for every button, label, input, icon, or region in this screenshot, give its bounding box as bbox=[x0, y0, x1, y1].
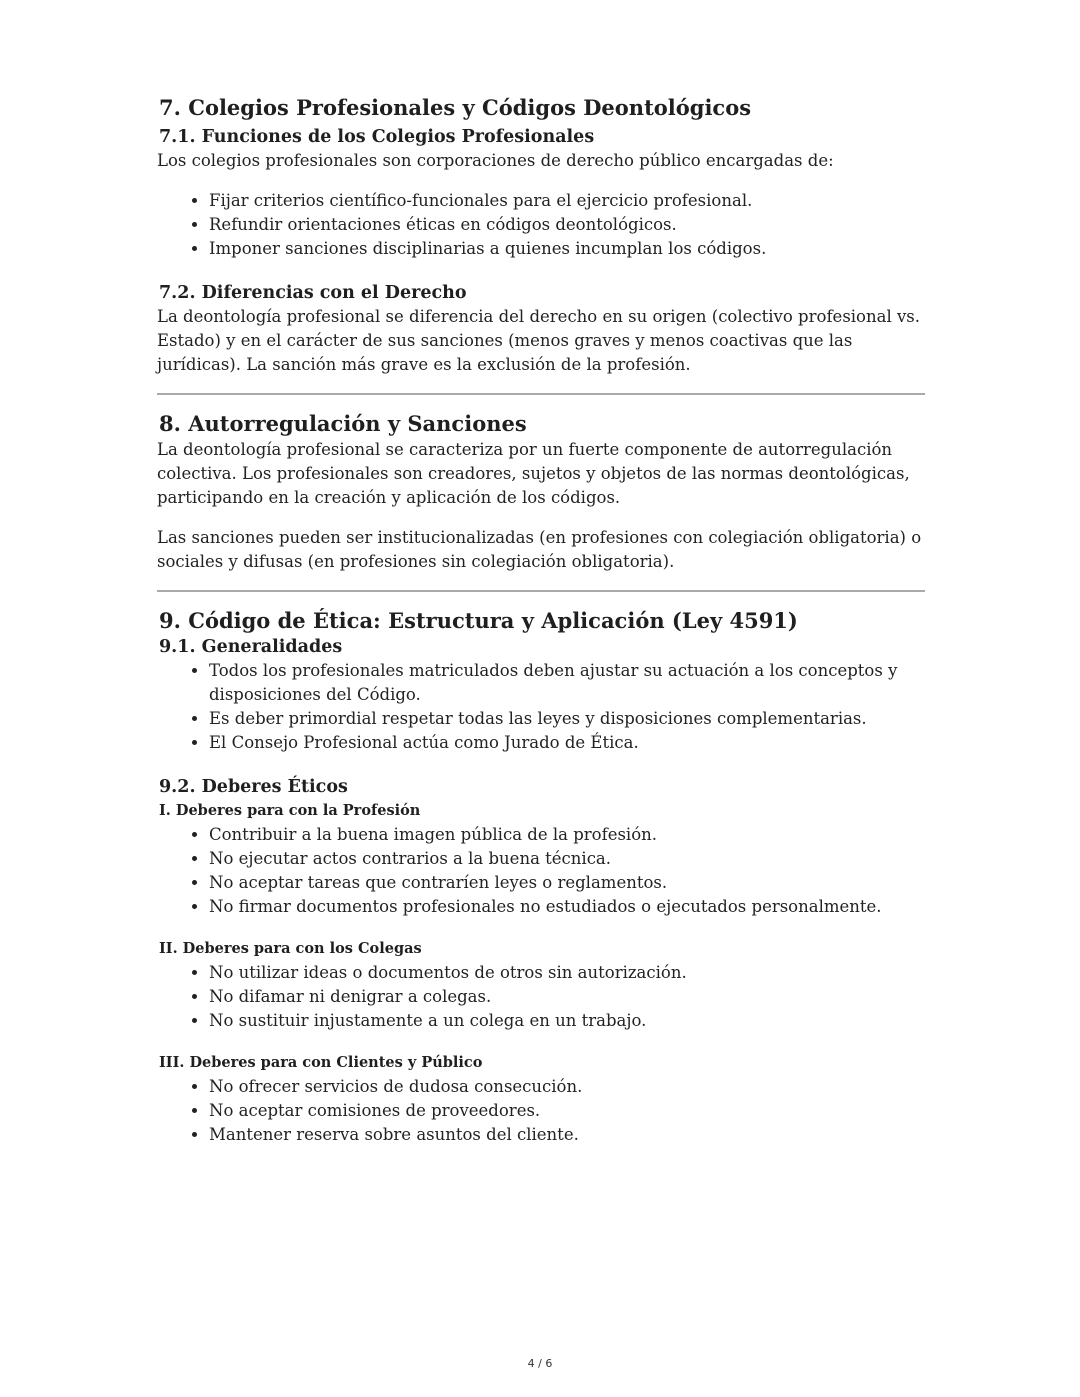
page-number: 4 / 6 bbox=[527, 1357, 553, 1370]
list-item: • No utilizar ideas o documentos de otros sin autorización. bbox=[209, 961, 925, 985]
list-item: • Fijar criterios científico-funcionales para el ejercicio profesional. bbox=[209, 189, 925, 213]
list-item: • Contribuir a la buena imagen pública de la profesión. bbox=[209, 823, 925, 847]
list-item: • No ofrecer servicios de dudosa consecución. bbox=[209, 1075, 925, 1099]
section-8-paragraph-2: Las sanciones pueden ser institucionalizadas (en profesiones con colegiación obligatoria) o sociales y difusas (en profesiones sin colegiación obligatoria). bbox=[157, 528, 922, 571]
list-item: • No firmar documentos profesionales no estudiados o ejecutados personalmente. bbox=[209, 895, 925, 919]
section-divider bbox=[157, 393, 925, 395]
duties-profession-list bbox=[157, 823, 925, 919]
list-item: • No aceptar tareas que contraríen leyes o reglamentos. bbox=[209, 871, 925, 895]
duties-colleagues-list bbox=[157, 961, 925, 1033]
section-9-1-list bbox=[157, 659, 925, 755]
section-8-paragraph-1: La deontología profesional se caracteriza por un fuerte componente de autorregulación colectiva. Los profesionales son creadores, sujetos y objetos de las normas deontológicas, participando en la creación y aplicación de los códigos. bbox=[157, 440, 910, 507]
section-divider bbox=[157, 590, 925, 592]
list-item: • No ejecutar actos contrarios a la buena técnica. bbox=[209, 847, 925, 871]
section-8-heading: 8. Autorregulación y Sanciones bbox=[159, 411, 527, 436]
list-item: • Todos los profesionales matriculados deben ajustar su actuación a los conceptos y disposiciones del Código. bbox=[209, 659, 925, 707]
section-9-2-heading: 9.2. Deberes Éticos bbox=[159, 777, 348, 797]
section-7-1-list bbox=[157, 189, 925, 261]
list-item: • No sustituir injustamente a un colega en un trabajo. bbox=[209, 1009, 925, 1033]
list-item: • No difamar ni denigrar a colegas. bbox=[209, 985, 925, 1009]
list-item: • Refundir orientaciones éticas en códigos deontológicos. bbox=[209, 213, 925, 237]
section-7-heading: 7. Colegios Profesionales y Códigos Deontológicos bbox=[159, 95, 752, 120]
list-item: • Mantener reserva sobre asuntos del cliente. bbox=[209, 1123, 925, 1147]
document-page bbox=[157, 94, 925, 1147]
section-7-1-intro: Los colegios profesionales son corporaciones de derecho público encargadas de: bbox=[157, 151, 834, 170]
section-9-1-heading: 9.1. Generalidades bbox=[159, 637, 343, 657]
section-7-2-text: La deontología profesional se diferencia del derecho en su origen (colectivo profesional vs. Estado) y en el carácter de sus sanciones (menos graves y menos coactivas que las jurídicas). La sanción más grave es la exclusión de la profesión. bbox=[157, 307, 921, 374]
list-item: • Imponer sanciones disciplinarias a quienes incumplan los códigos. bbox=[209, 237, 925, 261]
list-item: • Es deber primordial respetar todas las leyes y disposiciones complementarias. bbox=[209, 707, 925, 731]
duties-profession-heading: I. Deberes para con la Profesión bbox=[159, 802, 421, 819]
duties-clients-heading: III. Deberes para con Clientes y Público bbox=[159, 1054, 483, 1071]
list-item: • El Consejo Profesional actúa como Jurado de Ética. bbox=[209, 731, 925, 755]
section-7-2-heading: 7.2. Diferencias con el Derecho bbox=[159, 283, 467, 303]
duties-colleagues-heading: II. Deberes para con los Colegas bbox=[159, 940, 422, 957]
list-item: • No aceptar comisiones de proveedores. bbox=[209, 1099, 925, 1123]
section-9-heading: 9. Código de Ética: Estructura y Aplicación (Ley 4591) bbox=[159, 608, 798, 633]
duties-clients-list bbox=[157, 1075, 925, 1147]
section-7-1-heading: 7.1. Funciones de los Colegios Profesionales bbox=[159, 127, 595, 147]
